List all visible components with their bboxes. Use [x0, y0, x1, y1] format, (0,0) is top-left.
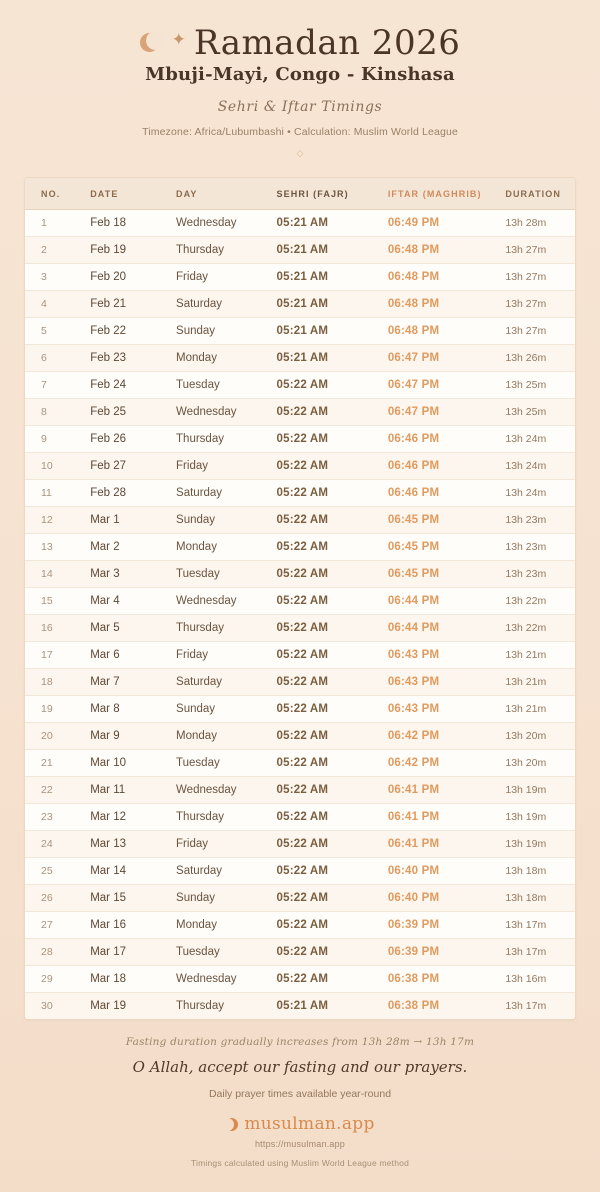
row-sehri: 05:22 AM: [271, 884, 382, 911]
row-iftar: 06:48 PM: [382, 290, 500, 317]
row-number: 10: [25, 452, 84, 479]
row-iftar: 06:47 PM: [382, 344, 500, 371]
row-number: 25: [25, 857, 84, 884]
row-sehri: 05:21 AM: [271, 290, 382, 317]
row-sehri: 05:22 AM: [271, 614, 382, 641]
table-row: [25, 425, 575, 452]
row-duration: 13h 27m: [499, 236, 575, 263]
row-date: Mar 12: [84, 803, 170, 830]
row-number: 21: [25, 749, 84, 776]
row-iftar: 06:43 PM: [382, 668, 500, 695]
timings-table: [25, 178, 575, 1019]
row-duration: 13h 23m: [499, 506, 575, 533]
page-footer: [0, 1020, 600, 1192]
row-duration: 13h 17m: [499, 911, 575, 938]
crescent-moon-icon: [140, 33, 162, 55]
row-iftar: 06:49 PM: [382, 209, 500, 236]
column-header-date: DATE: [84, 178, 170, 210]
row-date: Mar 4: [84, 587, 170, 614]
page-header: [0, 0, 600, 163]
row-duration: 13h 19m: [499, 776, 575, 803]
table-row: [25, 641, 575, 668]
row-day: Friday: [170, 830, 271, 857]
table-header: [25, 178, 575, 210]
row-day: Thursday: [170, 614, 271, 641]
diamond-divider-icon: ◇: [296, 147, 304, 158]
row-sehri: 05:22 AM: [271, 587, 382, 614]
row-number: 29: [25, 965, 84, 992]
table-row: [25, 857, 575, 884]
row-date: Mar 17: [84, 938, 170, 965]
row-sehri: 05:22 AM: [271, 506, 382, 533]
row-day: Tuesday: [170, 749, 271, 776]
column-header-duration: DURATION: [499, 178, 575, 210]
title-row: [20, 23, 580, 63]
row-number: 28: [25, 938, 84, 965]
table-row: [25, 371, 575, 398]
row-number: 13: [25, 533, 84, 560]
column-header-sehri: SEHRI (FAJR): [271, 178, 382, 210]
row-duration: 13h 21m: [499, 695, 575, 722]
row-number: 24: [25, 830, 84, 857]
row-date: Feb 24: [84, 371, 170, 398]
location-subtitle: Mbuji-Mayi, Congo - Kinshasa: [145, 63, 455, 85]
row-number: 8: [25, 398, 84, 425]
row-sehri: 05:22 AM: [271, 668, 382, 695]
row-sehri: 05:22 AM: [271, 830, 382, 857]
row-duration: 13h 21m: [499, 641, 575, 668]
calculation-note: Timings calculated using Muslim World League method: [190, 1157, 410, 1168]
meta-info: Timezone: Africa/Lubumbashi • Calculation: Muslim World League: [142, 125, 458, 138]
row-number: 15: [25, 587, 84, 614]
column-header-no: NO.: [25, 178, 84, 210]
row-number: 9: [25, 425, 84, 452]
row-duration: 13h 24m: [499, 479, 575, 506]
row-date: Feb 22: [84, 317, 170, 344]
row-date: Feb 20: [84, 263, 170, 290]
row-duration: 13h 22m: [499, 614, 575, 641]
table-row: [25, 776, 575, 803]
row-day: Monday: [170, 533, 271, 560]
row-number: 4: [25, 290, 84, 317]
row-iftar: 06:41 PM: [382, 776, 500, 803]
row-sehri: 05:22 AM: [271, 749, 382, 776]
row-duration: 13h 21m: [499, 668, 575, 695]
table-row: [25, 938, 575, 965]
row-iftar: 06:39 PM: [382, 938, 500, 965]
row-date: Mar 7: [84, 668, 170, 695]
row-duration: 13h 18m: [499, 884, 575, 911]
row-sehri: 05:22 AM: [271, 776, 382, 803]
row-date: Mar 15: [84, 884, 170, 911]
table-row: [25, 398, 575, 425]
table-row: [25, 722, 575, 749]
table-row: [25, 560, 575, 587]
timings-table-card: [24, 177, 576, 1020]
row-date: Mar 3: [84, 560, 170, 587]
table-row: [25, 236, 575, 263]
table-row: [25, 290, 575, 317]
row-day: Friday: [170, 452, 271, 479]
row-iftar: 06:48 PM: [382, 317, 500, 344]
row-day: Thursday: [170, 803, 271, 830]
row-duration: 13h 17m: [499, 938, 575, 965]
row-number: 11: [25, 479, 84, 506]
row-number: 20: [25, 722, 84, 749]
row-sehri: 05:22 AM: [271, 938, 382, 965]
row-duration: 13h 20m: [499, 749, 575, 776]
row-sehri: 05:22 AM: [271, 641, 382, 668]
row-iftar: 06:45 PM: [382, 533, 500, 560]
row-sehri: 05:21 AM: [271, 209, 382, 236]
row-day: Saturday: [170, 857, 271, 884]
row-day: Friday: [170, 263, 271, 290]
row-date: Mar 8: [84, 695, 170, 722]
table-row: [25, 263, 575, 290]
row-duration: 13h 24m: [499, 425, 575, 452]
table-row: [25, 344, 575, 371]
row-duration: 13h 24m: [499, 452, 575, 479]
row-day: Wednesday: [170, 398, 271, 425]
column-header-iftar: IFTAR (MAGHRIB): [382, 178, 500, 210]
row-iftar: 06:45 PM: [382, 506, 500, 533]
row-day: Sunday: [170, 695, 271, 722]
row-iftar: 06:46 PM: [382, 452, 500, 479]
brand-link[interactable]: [20, 1114, 580, 1134]
row-iftar: 06:38 PM: [382, 965, 500, 992]
row-date: Mar 19: [90, 999, 126, 1012]
row-date: Mar 9: [84, 722, 170, 749]
row-date: Feb 19: [84, 236, 170, 263]
row-iftar: 06:41 PM: [382, 830, 500, 857]
row-iftar: 06:40 PM: [382, 884, 500, 911]
row-duration: 13h 27m: [499, 263, 575, 290]
row-date: Mar 10: [84, 749, 170, 776]
table-row: [25, 587, 575, 614]
table-row: [25, 614, 575, 641]
row-number: 12: [25, 506, 84, 533]
brand-crescent-icon: [225, 1118, 238, 1131]
row-day: Tuesday: [170, 938, 271, 965]
row-duration: 13h 25m: [499, 398, 575, 425]
table-row: [25, 749, 575, 776]
row-sehri: 05:22 AM: [271, 479, 382, 506]
row-day: Wednesday: [170, 587, 271, 614]
row-duration: 13h 23m: [499, 533, 575, 560]
row-duration: 13h 28m: [499, 209, 575, 236]
row-iftar: 06:41 PM: [382, 803, 500, 830]
row-sehri: 05:22 AM: [271, 965, 382, 992]
table-row: [25, 803, 575, 830]
table-row: [25, 830, 575, 857]
table-row: [25, 452, 575, 479]
row-number: 18: [25, 668, 84, 695]
row-date: Mar 11: [84, 776, 170, 803]
row-day: Thursday: [170, 425, 271, 452]
row-date: Mar 1: [84, 506, 170, 533]
row-date: Mar 5: [84, 614, 170, 641]
row-sehri: 05:21 AM: [271, 263, 382, 290]
row-number: 30: [41, 999, 53, 1012]
row-duration: 13h 20m: [499, 722, 575, 749]
table-row: [25, 317, 575, 344]
row-day: Thursday: [176, 999, 224, 1012]
row-date: Feb 26: [84, 425, 170, 452]
tagline: Sehri & Iftar Timings: [217, 98, 383, 115]
table-row: [25, 965, 575, 992]
row-day: Friday: [170, 641, 271, 668]
row-date: Mar 13: [84, 830, 170, 857]
row-duration: 13h 25m: [499, 371, 575, 398]
row-number: 26: [25, 884, 84, 911]
row-number: 7: [25, 371, 84, 398]
row-duration: 13h 19m: [499, 830, 575, 857]
row-iftar: 06:43 PM: [382, 641, 500, 668]
brand-url[interactable]: https://musulman.app: [254, 1138, 346, 1149]
row-iftar: 06:48 PM: [382, 236, 500, 263]
page-title: Ramadan 2026: [193, 23, 461, 63]
row-iftar: 06:39 PM: [382, 911, 500, 938]
row-day: Monday: [170, 722, 271, 749]
row-date: Feb 23: [84, 344, 170, 371]
row-day: Wednesday: [170, 776, 271, 803]
row-sehri: 05:22 AM: [271, 911, 382, 938]
row-number: 16: [25, 614, 84, 641]
row-number: 17: [25, 641, 84, 668]
table-row: [25, 884, 575, 911]
row-day: Tuesday: [170, 371, 271, 398]
row-iftar: 06:47 PM: [382, 398, 500, 425]
row-date: Mar 16: [84, 911, 170, 938]
row-number: 22: [25, 776, 84, 803]
row-iftar: 06:45 PM: [382, 560, 500, 587]
row-iftar: 06:38 PM: [387, 999, 440, 1012]
row-duration: 13h 19m: [499, 803, 575, 830]
row-date: Mar 2: [84, 533, 170, 560]
row-day: Thursday: [170, 236, 271, 263]
row-day: Wednesday: [170, 965, 271, 992]
row-date: Mar 6: [84, 641, 170, 668]
row-date: Feb 27: [84, 452, 170, 479]
row-date: Feb 18: [84, 209, 170, 236]
row-number: 1: [25, 209, 84, 236]
table-row: [25, 533, 575, 560]
table-row: [25, 668, 575, 695]
table-header-row: [25, 178, 575, 210]
row-number: 2: [25, 236, 84, 263]
row-day: Sunday: [170, 884, 271, 911]
row-day: Monday: [170, 911, 271, 938]
row-duration: 13h 23m: [499, 560, 575, 587]
row-sehri: 05:22 AM: [271, 371, 382, 398]
row-day: Saturday: [170, 479, 271, 506]
row-iftar: 06:42 PM: [382, 722, 500, 749]
row-duration: 13h 27m: [499, 290, 575, 317]
row-iftar: 06:44 PM: [382, 587, 500, 614]
row-iftar: 06:44 PM: [382, 614, 500, 641]
brand-name: musulman.app: [244, 1113, 375, 1134]
row-sehri: 05:22 AM: [271, 452, 382, 479]
row-date: Feb 25: [84, 398, 170, 425]
row-duration: 13h 18m: [499, 857, 575, 884]
row-sehri: 05:22 AM: [271, 398, 382, 425]
row-sehri: 05:21 AM: [271, 317, 382, 344]
row-number: 14: [25, 560, 84, 587]
star-icon: ✦: [171, 30, 186, 50]
column-header-day: DAY: [170, 178, 271, 210]
row-date: Mar 18: [84, 965, 170, 992]
row-sehri: 05:22 AM: [271, 560, 382, 587]
row-iftar: 06:48 PM: [382, 263, 500, 290]
row-duration: 13h 26m: [499, 344, 575, 371]
duration-note: Fasting duration gradually increases from 13h 28m → 13h 17m: [125, 1035, 475, 1048]
table-row: [25, 506, 575, 533]
table-body: [25, 209, 575, 1019]
availability-note: Daily prayer times available year-round: [208, 1087, 392, 1100]
row-sehri: 05:22 AM: [271, 722, 382, 749]
row-number: 6: [25, 344, 84, 371]
row-day: Saturday: [170, 668, 271, 695]
row-date: Feb 21: [84, 290, 170, 317]
row-sehri: 05:22 AM: [271, 533, 382, 560]
row-iftar: 06:47 PM: [382, 371, 500, 398]
table-row: [25, 209, 575, 236]
row-number: 27: [25, 911, 84, 938]
row-day: Saturday: [170, 290, 271, 317]
table-row: [25, 479, 575, 506]
row-duration: 13h 27m: [499, 317, 575, 344]
row-day: Sunday: [170, 506, 271, 533]
row-date: Mar 14: [84, 857, 170, 884]
row-number: 5: [25, 317, 84, 344]
row-duration: 13h 16m: [499, 965, 575, 992]
row-duration: 13h 22m: [499, 587, 575, 614]
row-iftar: 06:43 PM: [382, 695, 500, 722]
table-row: [25, 911, 575, 938]
row-duration: 13h 17m: [505, 999, 547, 1012]
row-number: 3: [25, 263, 84, 290]
dua-text: O Allah, accept our fasting and our prayers.: [132, 1057, 468, 1076]
row-sehri: 05:21 AM: [271, 344, 382, 371]
row-iftar: 06:42 PM: [382, 749, 500, 776]
row-sehri: 05:21 AM: [276, 999, 329, 1012]
row-iftar: 06:40 PM: [382, 857, 500, 884]
row-iftar: 06:46 PM: [382, 479, 500, 506]
row-sehri: 05:22 AM: [271, 803, 382, 830]
row-number: 23: [25, 803, 84, 830]
row-number: 19: [25, 695, 84, 722]
row-day: Monday: [170, 344, 271, 371]
row-day: Wednesday: [170, 209, 271, 236]
table-row: [25, 992, 575, 1019]
row-sehri: 05:22 AM: [271, 425, 382, 452]
row-date: Feb 28: [84, 479, 170, 506]
row-iftar: 06:46 PM: [382, 425, 500, 452]
row-sehri: 05:22 AM: [271, 695, 382, 722]
table-row: [25, 695, 575, 722]
row-sehri: 05:22 AM: [271, 857, 382, 884]
row-day: Sunday: [170, 317, 271, 344]
row-sehri: 05:21 AM: [271, 236, 382, 263]
row-day: Tuesday: [170, 560, 271, 587]
